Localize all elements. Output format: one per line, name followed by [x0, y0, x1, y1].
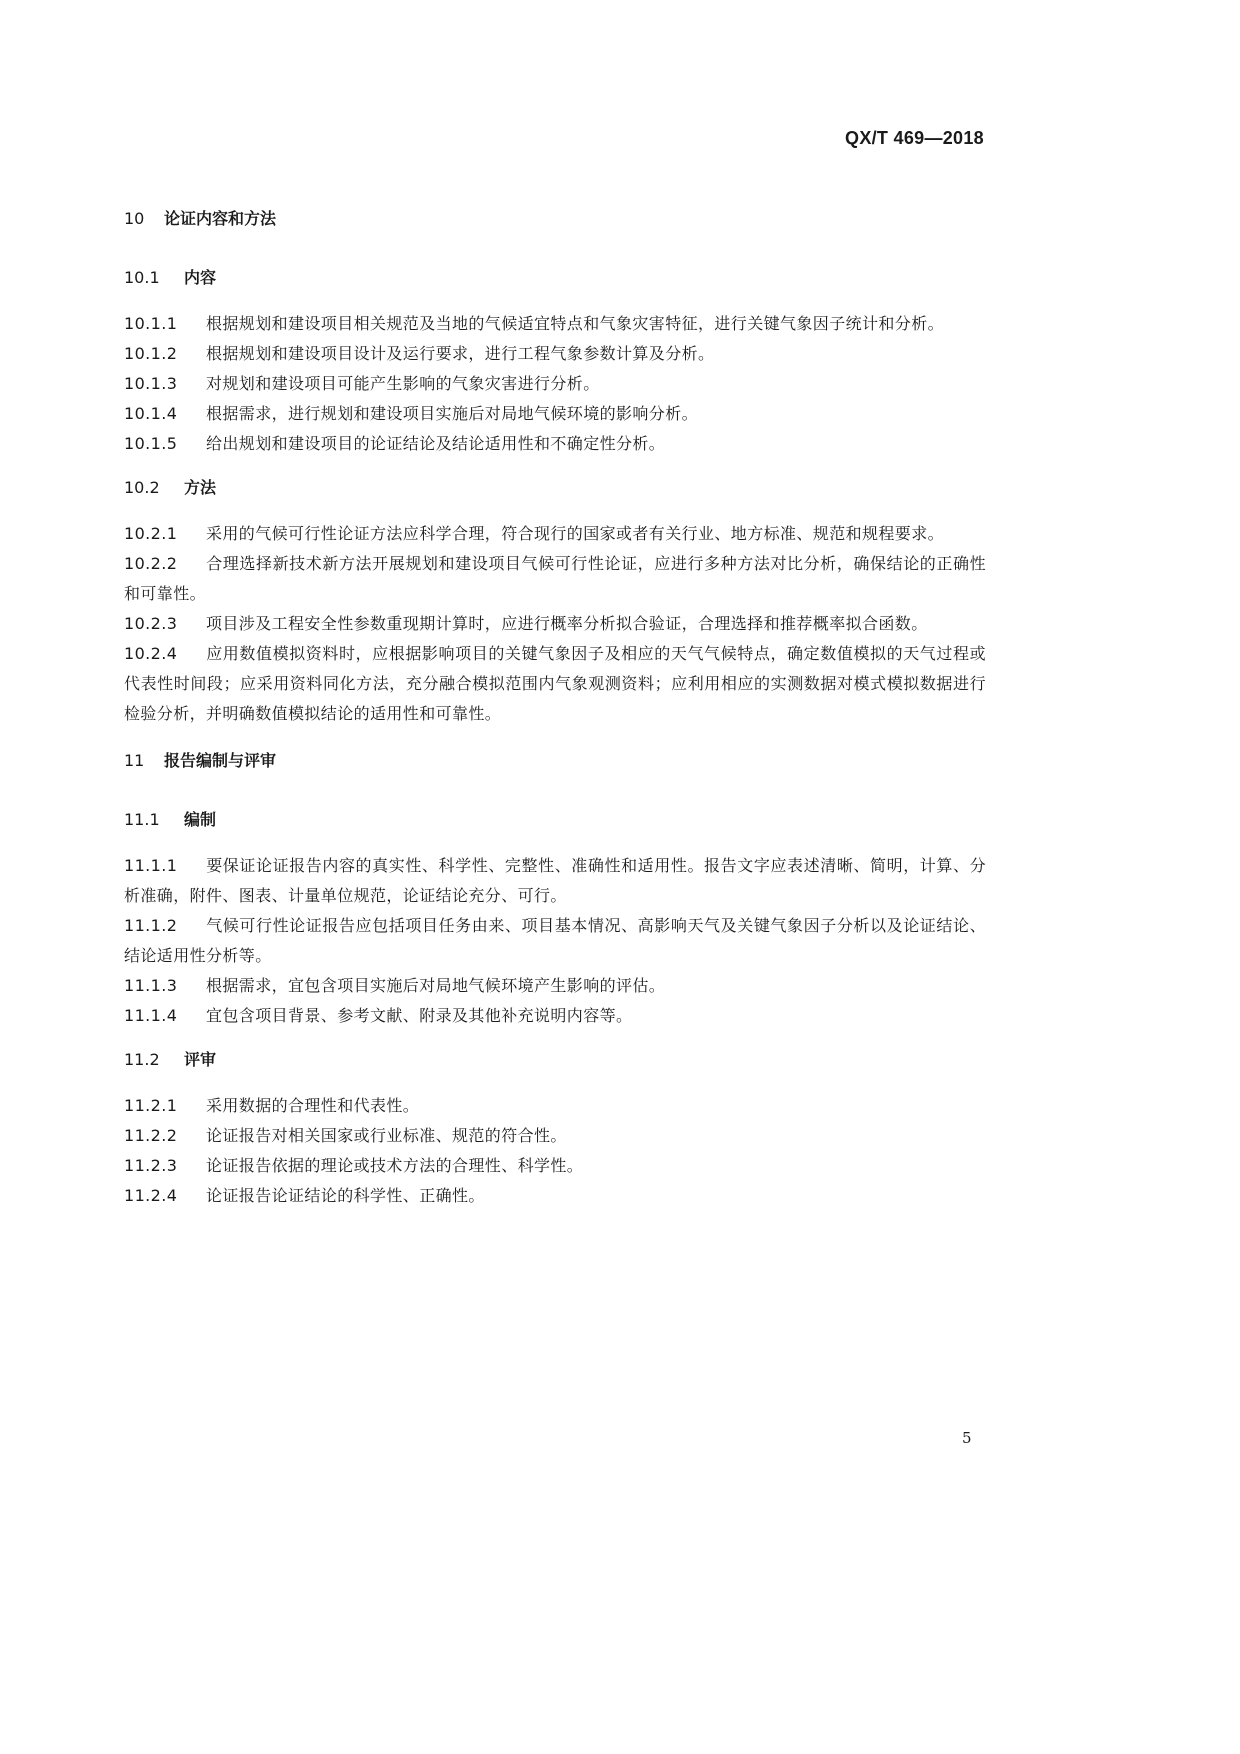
clause — [124, 609, 986, 639]
clause — [124, 1091, 986, 1121]
clause-text: 采用数据的合理性和代表性。 — [206, 1096, 420, 1115]
section-number: 11 — [124, 751, 145, 770]
clause-number: 10.2.4 — [124, 644, 178, 663]
clause-number: 10.2.1 — [124, 524, 178, 543]
clause-number: 10.1.2 — [124, 344, 178, 363]
subsection-number: 11.1 — [124, 810, 160, 829]
subsection-number: 11.2 — [124, 1050, 160, 1069]
clause-text: 根据需求，进行规划和建设项目实施后对局地气候环境的影响分析。 — [206, 404, 699, 423]
clause-text: 气候可行性论证报告应包括项目任务由来、项目基本情况、高影响天气及关键气象因子分析以及论证结论、结论适用性分析等。 — [124, 916, 986, 965]
clause-text: 要保证论证报告内容的真实性、科学性、完整性、准确性和适用性。报告文字应表述清晰、简明，计算、分析准确，附件、图表、计量单位规范，论证结论充分、可行。 — [124, 856, 986, 905]
clause-text: 项目涉及工程安全性参数重现期计算时，应进行概率分析拟合验证，合理选择和推荐概率拟合函数。 — [206, 614, 928, 633]
subsection-title: 评审 — [184, 1050, 217, 1069]
clause — [124, 1151, 986, 1181]
subsection-heading — [124, 1046, 986, 1074]
subsection-title: 编制 — [184, 810, 217, 829]
clause-number: 11.1.2 — [124, 916, 178, 935]
subsection-title: 方法 — [184, 478, 217, 497]
clause-text: 应用数值模拟资料时，应根据影响项目的关键气象因子及相应的天气气候特点，确定数值模拟的天气过程或代表性时间段；应采用资料同化方法，充分融合模拟范围内气象观测资料；应利用相应的实测数据对模式模拟数据进行检验分析，并明确数值模拟结论的适用性和可靠性。 — [124, 644, 986, 723]
clause — [124, 911, 986, 971]
clause-text: 对规划和建设项目可能产生影响的气象灾害进行分析。 — [206, 374, 600, 393]
clause-number: 11.2.3 — [124, 1156, 178, 1175]
clause-text: 采用的气候可行性论证方法应科学合理，符合现行的国家或者有关行业、地方标准、规范和规程要求。 — [206, 524, 945, 543]
page-number: 5 — [962, 1429, 972, 1447]
clause-text: 论证报告依据的理论或技术方法的合理性、科学性。 — [206, 1156, 584, 1175]
clause — [124, 309, 986, 339]
section-heading — [124, 205, 986, 233]
clause-number: 10.2.2 — [124, 554, 178, 573]
clause-text: 合理选择新技术新方法开展规划和建设项目气候可行性论证，应进行多种方法对比分析，确保结论的正确性和可靠性。 — [124, 554, 986, 603]
section-title: 报告编制与评审 — [164, 751, 277, 770]
clause — [124, 1181, 986, 1211]
clause-text: 根据需求，宜包含项目实施后对局地气候环境产生影响的评估。 — [206, 976, 666, 995]
clause-list — [124, 519, 986, 729]
subsection-heading — [124, 474, 986, 502]
clause — [124, 339, 986, 369]
clause-number: 11.1.4 — [124, 1006, 178, 1025]
section-heading — [124, 747, 986, 775]
clause-number: 10.1.5 — [124, 434, 178, 453]
clause-list — [124, 851, 986, 1031]
clause-text: 根据规划和建设项目相关规范及当地的气候适宜特点和气象灾害特征，进行关键气象因子统计和分析。 — [206, 314, 945, 333]
clause-list — [124, 309, 986, 459]
clause — [124, 429, 986, 459]
clause-text: 根据规划和建设项目设计及运行要求，进行工程气象参数计算及分析。 — [206, 344, 715, 363]
clause-text: 论证报告对相关国家或行业标准、规范的符合性。 — [206, 1126, 567, 1145]
clause-number: 11.2.2 — [124, 1126, 178, 1145]
clause — [124, 1001, 986, 1031]
clause-text: 论证报告论证结论的科学性、正确性。 — [206, 1186, 485, 1205]
clause — [124, 1121, 986, 1151]
clause-number: 11.2.4 — [124, 1186, 178, 1205]
subsection-number: 10.1 — [124, 268, 160, 287]
clause-list — [124, 1091, 986, 1211]
clause — [124, 369, 986, 399]
subsection-number: 10.2 — [124, 478, 160, 497]
subsection-title: 内容 — [184, 268, 217, 287]
clause-number: 11.1.1 — [124, 856, 178, 875]
clause-number: 10.1.4 — [124, 404, 178, 423]
document-body — [124, 205, 986, 1211]
section-title: 论证内容和方法 — [164, 209, 277, 228]
clause-number: 11.1.3 — [124, 976, 178, 995]
clause-text: 宜包含项目背景、参考文献、附录及其他补充说明内容等。 — [206, 1006, 633, 1025]
clause-number: 11.2.1 — [124, 1096, 178, 1115]
clause — [124, 971, 986, 1001]
clause-number: 10.1.3 — [124, 374, 178, 393]
clause — [124, 399, 986, 429]
subsection-heading — [124, 264, 986, 292]
section-number: 10 — [124, 209, 145, 228]
clause-number: 10.2.3 — [124, 614, 178, 633]
clause — [124, 519, 986, 549]
clause — [124, 549, 986, 609]
subsection-heading — [124, 806, 986, 834]
clause-text: 给出规划和建设项目的论证结论及结论适用性和不确定性分析。 — [206, 434, 666, 453]
standard-code: QX/T 469—2018 — [845, 128, 984, 148]
clause — [124, 851, 986, 911]
clause — [124, 639, 986, 729]
clause-number: 10.1.1 — [124, 314, 178, 333]
